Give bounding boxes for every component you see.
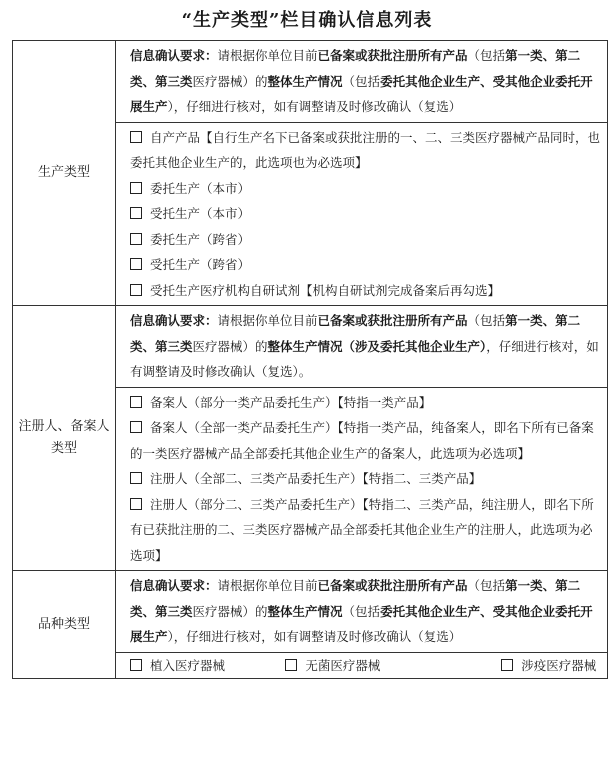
option-implant[interactable]: 植入医疗器械	[130, 653, 285, 679]
checkbox-icon[interactable]	[130, 182, 142, 194]
checkbox-icon[interactable]	[130, 258, 142, 270]
checkbox-icon[interactable]	[130, 421, 142, 433]
option-epidemic[interactable]: 涉疫医疗器械	[441, 653, 596, 679]
section-registrant	[13, 306, 608, 571]
checkbox-icon[interactable]	[130, 284, 142, 296]
section-label-production: 生产类型	[13, 41, 116, 306]
checkbox-icon[interactable]	[130, 207, 142, 219]
requirement-production: 信息确认要求：请根据你单位目前已备案或获批注册所有产品（包括第一类、第二类、第三类医疗器械）的整体生产情况（包括委托其他企业生产、受其他企业委托开展生产），仔细进行核对，如有调整请及时修改确认（复选）	[130, 48, 593, 114]
option-sterile[interactable]: 无菌医疗器械	[285, 653, 440, 679]
section-content-variety	[116, 571, 608, 679]
checkbox-icon[interactable]	[501, 659, 513, 671]
option-filer-partial[interactable]: 备案人（部分一类产品委托生产）【特指一类产品】	[116, 390, 607, 416]
checkbox-icon[interactable]	[130, 472, 142, 484]
option-pair-local	[116, 176, 607, 227]
page-title: “生产类型”栏目确认信息列表	[181, 10, 433, 31]
section-label-registrant: 注册人、备案人类型	[13, 306, 116, 571]
option-entrust-cross[interactable]: 委托生产（跨省）	[130, 227, 390, 253]
options-registrant	[116, 387, 607, 571]
option-reagent[interactable]: 受托生产医疗机构自研试剂【机构自研试剂完成备案后再勾选】	[116, 278, 607, 304]
option-entrust-local[interactable]: 委托生产（本市）	[130, 176, 390, 202]
requirement-variety: 信息确认要求：请根据你单位目前已备案或获批注册所有产品（包括第一类、第二类、第三类医疗器械）的整体生产情况（包括委托其他企业生产、受其他企业委托开展生产），仔细进行核对，如有调整请及时修改确认（复选）	[130, 578, 593, 644]
option-accept-local[interactable]: 受托生产（本市）	[130, 201, 390, 227]
checkbox-icon[interactable]	[285, 659, 297, 671]
options-production	[116, 122, 607, 306]
section-variety	[13, 571, 608, 679]
checkbox-icon[interactable]	[130, 233, 142, 245]
option-self-production[interactable]: 自产产品【自行生产名下已备案或获批注册的一、二、三类医疗器械产品同时，也委托其他企业生产的，此选项也为必选项】	[130, 129, 601, 170]
option-filer-all[interactable]: 备案人（全部一类产品委托生产）【特指一类产品，纯备案人，即名下所有已备案的一类医疗器械产品全部委托其他企业生产的备案人，此选项为必选项】	[130, 420, 594, 461]
requirement-prefix: 信息确认要求：	[130, 48, 218, 63]
checkbox-icon[interactable]	[130, 131, 142, 143]
option-reg-partial[interactable]: 注册人（部分二、三类产品委托生产）【特指二、三类产品，纯注册人，即名下所有已获批注册的二、三类医疗器械产品全部委托其他企业生产的注册人，此选项为必选项】	[130, 496, 594, 563]
section-label-variety: 品种类型	[13, 571, 116, 679]
section-content-production	[116, 41, 608, 306]
checkbox-icon[interactable]	[130, 396, 142, 408]
options-variety	[116, 652, 607, 679]
section-production	[13, 41, 608, 306]
section-content-registrant	[116, 306, 608, 571]
checkbox-icon[interactable]	[130, 659, 142, 671]
option-row-variety	[116, 653, 607, 679]
option-accept-cross[interactable]: 受托生产（跨省）	[130, 252, 390, 278]
confirmation-table	[12, 40, 608, 679]
option-reg-all[interactable]: 注册人（全部二、三类产品委托生产）【特指二、三类产品】	[116, 466, 607, 492]
requirement-registrant: 信息确认要求：请根据你单位目前已备案或获批注册所有产品（包括第一类、第二类、第三类医疗器械）的整体生产情况（涉及委托其他企业生产），仔细进行核对，如有调整请及时修改确认（复选）。	[130, 313, 599, 379]
checkbox-icon[interactable]	[130, 498, 142, 510]
option-pair-cross	[116, 227, 607, 278]
